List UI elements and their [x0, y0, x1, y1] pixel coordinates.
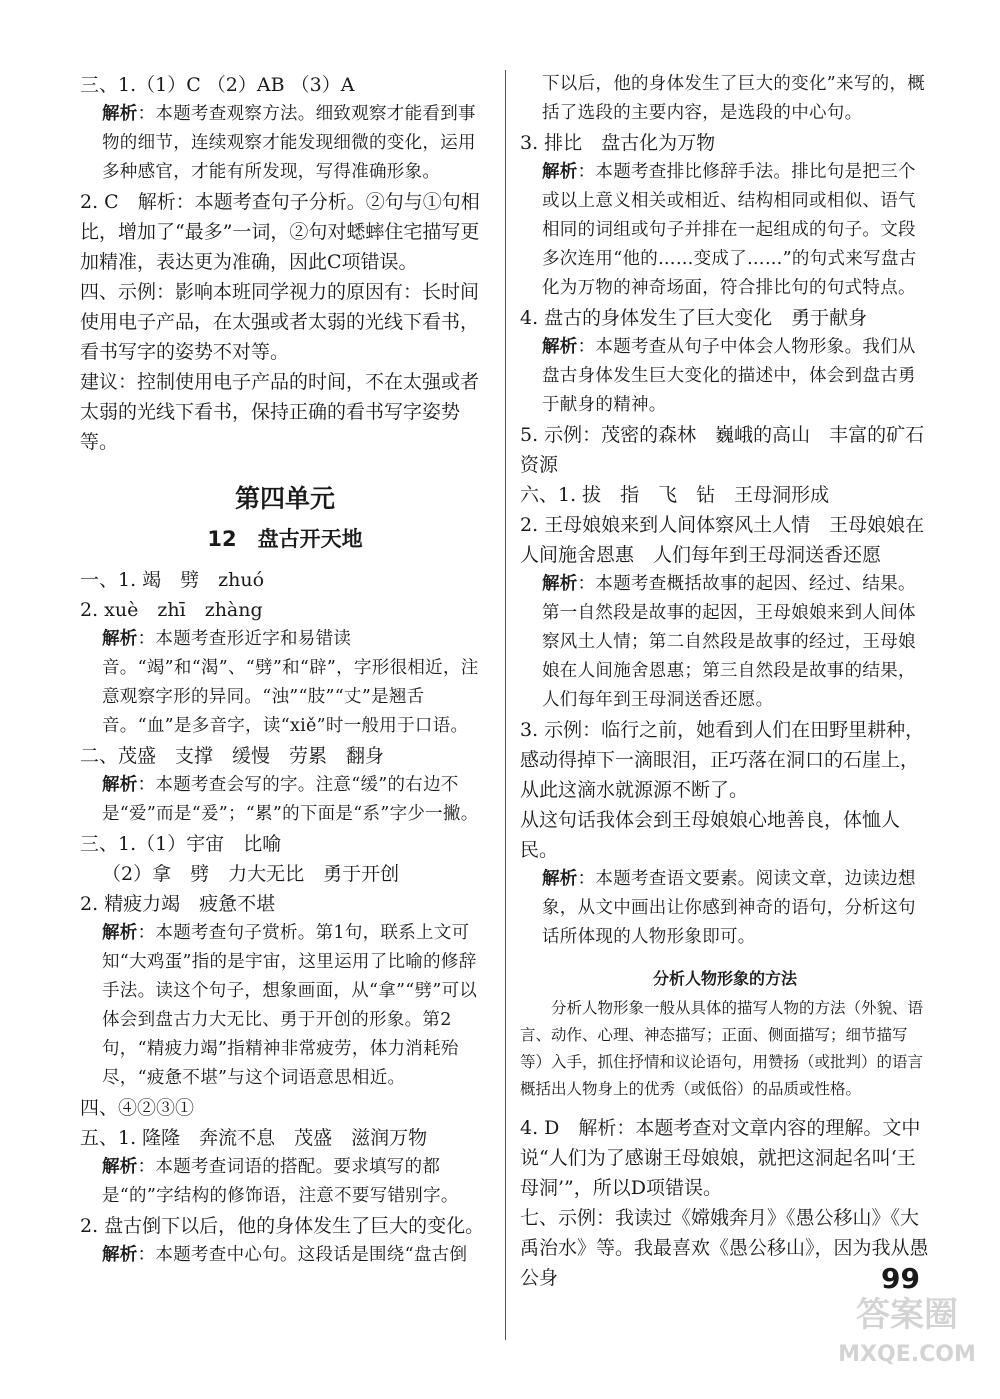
explanation-label: 解析 [102, 1157, 138, 1177]
explanation-label: 解析 [102, 775, 138, 795]
answer-line: 3. 示例：临行之前，她看到人们在田野里耕种，感动得掉下一滴眼泪，正巧落在洞口的石崖上，从此这滴水就源源不断了。 [520, 719, 925, 801]
explanation-label: 解析 [542, 162, 578, 182]
explanation-text: ：本题考查从句子中体会人物形象。我们从盘古身体发生巨大变化的描述中，体会到盘古勇于献身的精神。 [542, 337, 916, 415]
answer-line: 2. 盘古倒下以后，他的身体发生了巨大的变化。 [80, 1215, 485, 1237]
explanation-label: 解析 [542, 574, 578, 594]
explanation-paragraph [520, 70, 930, 128]
answer-line: 三、1.（1）宇宙 比喻 [80, 833, 282, 855]
explanation-paragraph [80, 771, 490, 829]
explanation-text: ：本题考查词语的搭配。要求填写的都是“的”字结构的修饰语，注意不要写错别字。 [102, 1157, 459, 1206]
explanation-text: ：本题考查概括故事的起因、经过、结果。第一自然段是故事的起因，王母娘娘来到人间体察风土人情；第二自然段是故事的经过，王母娘娘在人间施舍恩惠；第三自然段是故事的结果，人们每年到王母洞送香还愿。 [542, 574, 916, 710]
answer-line: 2. 精疲力竭 疲惫不堪 [80, 893, 276, 915]
explanation-paragraph [80, 919, 490, 1093]
answer-line: 建议：控制使用电子产品的时间，不在太强或者太弱的光线下看书，保持正确的看书写字姿势等。 [80, 371, 480, 453]
watermark-logo [832, 1271, 982, 1381]
answer-line: 一、1. 竭 劈 zhuó [80, 569, 265, 591]
answer-line: 5. 示例：茂密的森林 巍峨的高山 丰富的矿石资源 [520, 424, 925, 476]
tip-text: 分析人物形象一般从具体的描写人物的方法（外貌、语言、动作、心理、神态描写；正面、侧面描写；细节描写等）入手，抓住抒情和议论语句，用赞扬（或批判）的语言概括出人物身上的优秀（或低俗）的品质或性格。 [520, 999, 924, 1098]
explanation-label: 解析 [542, 337, 578, 357]
answer-line: 4. 盘古的身体发生了巨大变化 勇于献身 [520, 307, 868, 329]
explanation-paragraph [520, 333, 930, 420]
explanation-label: 解析 [102, 923, 138, 943]
explanation-label: 解析 [102, 104, 138, 124]
explanation-text: ：本题考查中心句。这段话是围绕“盘古倒 [137, 1245, 468, 1265]
explanation-label: 解析 [102, 1245, 138, 1265]
answer-line: 四、示例：影响本班同学视力的原因有：长时间使用电子产品，在太强或者太弱的光线下看书，看书写字的姿势不对等。 [80, 281, 480, 363]
explanation-paragraph [80, 100, 490, 187]
explanation-text: ：本题考查形近字和易错读音。“竭”和“渴”、“劈”和“辟”，字形很相近，注意观察字形的异同。“浊”“肢”“丈”是翘舌音。“血”是多音字，读“xiě”时一般用于口语。 [102, 629, 479, 736]
explanation-text: ：本题考查语文要素。阅读文章，边读边想象，从文中画出让你感到神奇的语句，分析这句话所体现的人物形象即可。 [542, 869, 916, 947]
column-divider [505, 70, 506, 1340]
explanation-text: ：本题考查会写的字。注意“缓”的右边不是“爱”而是“爰”；“累”的下面是“系”字少一撇。 [102, 775, 479, 824]
explanation-paragraph [80, 1153, 490, 1211]
answer-line: （2）拿 劈 力大无比 勇于开创 [102, 863, 400, 885]
explanation-label: 解析 [542, 869, 578, 889]
unit-title: 第四单元 [234, 484, 335, 513]
watermark-url: MXQE.COM [838, 1342, 976, 1367]
right-column [520, 70, 930, 1293]
explanation-text: ：本题考查观察方法。细致观察才能看到事物的细节，连续观察才能发现细微的变化，运用多种感官，才能有所发现，写得准确形象。 [102, 104, 476, 182]
tip-title: 分析人物形象的方法 [652, 969, 797, 988]
explanation-text: 下以后，他的身体发生了巨大的变化”来写的，概括了选段的主要内容，是选段的中心句。 [542, 74, 926, 123]
answer-line: 六、1. 拔 指 飞 钻 王母洞形成 [520, 484, 830, 506]
explanation-text: ：本题考查句子赏析。第1句，联系上文可知“大鸡蛋”指的是宇宙，这里运用了比喻的修辞手法。读这个句子，想象画面，从“拿”“劈”可以体会到盘古力大无比、勇于开创的形象。第2句，“精疲力竭”指精神非常疲劳，体力消耗殆尽，“疲惫不堪”与这个词语意思相近。 [102, 923, 478, 1088]
lesson-title: 12 盘古开天地 [207, 527, 363, 551]
answer-line: 二、茂盛 支撑 缓慢 劳累 翻身 [80, 745, 385, 767]
tip-box [520, 966, 930, 1103]
explanation-text: ：本题考查排比修辞手法。排比句是把三个或以上意义相关或相近、结构相同或相似、语气相同的词组或句子并排在一起组成的句子。文段多次连用“他的……变成了……”的句式来写盘古化为万物的神奇场面，符合排比句的句式特点。 [542, 162, 917, 298]
page-number: 99 [881, 1262, 920, 1295]
answer-line: 四、④②③① [80, 1097, 195, 1119]
answer-line: 2. 王母娘娘来到人间体察风土人情 王母娘娘在人间施舍恩惠 人们每年到王母洞送香还愿 [520, 514, 925, 566]
explanation-paragraph [80, 1241, 490, 1270]
explanation-paragraph [520, 865, 930, 952]
explanation-paragraph [520, 158, 930, 303]
explanation-label: 解析 [102, 629, 138, 649]
answer-line: 2. xuè zhī zhàng [80, 599, 263, 621]
explanation-paragraph [520, 570, 930, 715]
answer-line: 五、1. 隆隆 奔流不息 茂盛 滋润万物 [80, 1127, 428, 1149]
answer-line: 3. 排比 盘古化为万物 [520, 132, 716, 154]
answer-line: 从这句话我体会到王母娘娘心地善良，体恤人民。 [520, 809, 901, 861]
answer-line: 三、1.（1）C （2）AB （3）A [80, 74, 355, 96]
left-column [80, 70, 490, 1270]
explanation-paragraph [80, 625, 490, 741]
watermark-title: 答案圈 [856, 1295, 958, 1335]
answer-line: 4. D 解析：本题考查对文章内容的理解。文中说“人们为了感谢王母娘娘，就把这洞起名叫‘王母洞’”，所以D项错误。 [520, 1117, 921, 1199]
answer-line: 七、示例：我读过《嫦娥奔月》《愚公移山》《大禹治水》等。我最喜欢《愚公移山》，因为我从愚公身 [520, 1207, 929, 1289]
answer-line: 2. C 解析：本题考查句子分析。②句与①句相比，增加了“最多”一词，②句对蟋蟀住宅描写更加精准，表达更为准确，因此C项错误。 [80, 191, 480, 273]
